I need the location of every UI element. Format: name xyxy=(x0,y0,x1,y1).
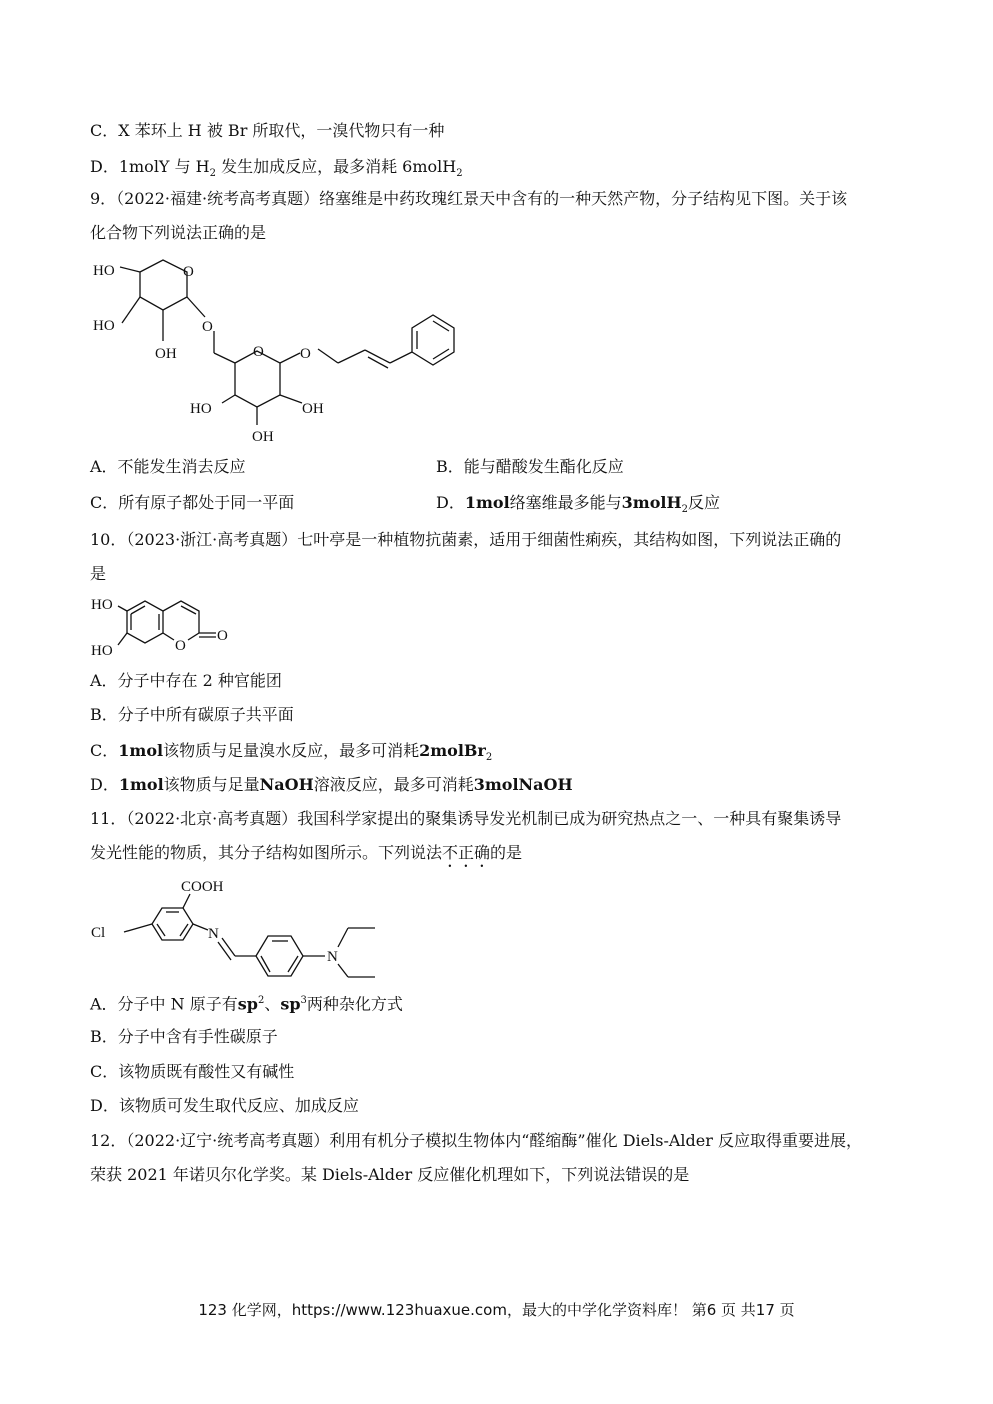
q12-stem-line2: 荣获 2021 年诺贝尔化学奖。某 Diels-Alder 反应催化机理如下，下列说法错误的是 xyxy=(90,1165,690,1184)
q11-stem-line2: 发光性能的物质，其分子结构如图所示。下列说法不正确的是 xyxy=(90,843,523,862)
q9-structure xyxy=(90,255,470,450)
q9-option-d: D．1mol络塞维最多能与3molH$_2$反应 xyxy=(436,493,720,516)
q10-stem-line2: 是 xyxy=(90,564,107,583)
q11-n-imine: N xyxy=(208,926,219,942)
page-footer: 123 化学网，https://www.123huaxue.com，最大的中学化学资料库！ 第6 页 共17 页 xyxy=(198,1301,795,1319)
q11-option-c: C．该物质既有酸性又有碱性 xyxy=(90,1062,295,1081)
q10-option-a: A．分子中存在 2 种官能团 xyxy=(90,671,282,690)
q11-structure xyxy=(90,872,390,987)
q9-ho-1: HO xyxy=(93,263,115,279)
q9-stem-line1: 9．（2022·福建·统考高考真题）络塞维是中药玫瑰红景天中含有的一种天然产物，分子结构见下图。关于该 xyxy=(90,189,848,208)
q9-oh-3: OH xyxy=(252,429,274,445)
q10-option-d: D．1mol该物质与足量NaOH溶液反应，最多可消耗3molNaOH xyxy=(90,775,573,794)
q10-carbonyl-o: O xyxy=(217,628,228,644)
q9-option-b: B．能与醋酸发生酯化反应 xyxy=(436,457,624,476)
q9-ring-o-1: O xyxy=(183,264,194,280)
q11-option-d: D．该物质可发生取代反应、加成反应 xyxy=(90,1096,359,1115)
q9-oh-1: OH xyxy=(155,346,177,362)
q11-cooh: COOH xyxy=(181,879,224,895)
q10-option-b: B．分子中所有碳原子共平面 xyxy=(90,705,294,724)
q8-option-c: C．X 苯环上 H 被 Br 所取代，一溴代物只有一种 xyxy=(90,121,445,140)
q12-stem-line1: 12．（2022·辽宁·统考高考真题）利用有机分子模拟生物体内“醛缩酶”催化 Diels-Alder 反应取得重要进展， xyxy=(90,1131,862,1150)
q11-n-amine: N xyxy=(327,949,338,965)
q9-stem-line2: 化合物下列说法正确的是 xyxy=(90,223,267,242)
q9-link-o-2: O xyxy=(300,346,311,362)
q9-option-a: A．不能发生消去反应 xyxy=(90,457,246,476)
q11-option-a: A．分子中 N 原子有$sp^2$、$sp^3$两种杂化方式 xyxy=(90,994,403,1014)
q10-ho-1: HO xyxy=(91,597,113,613)
q11-stem-line1: 11．（2022·北京·高考真题）我国科学家提出的聚集诱导发光机制已成为研究热点之一、一种具有聚集诱导 xyxy=(90,809,842,828)
q9-ho-3: HO xyxy=(190,401,212,417)
q10-ho-2: HO xyxy=(91,643,113,659)
q9-ho-2: HO xyxy=(93,318,115,334)
q10-structure xyxy=(90,593,240,663)
q11-option-b: B．分子中含有手性碳原子 xyxy=(90,1027,278,1046)
q9-link-o-1: O xyxy=(202,319,213,335)
q10-stem-line1: 10．（2023·浙江·高考真题）七叶亭是一种植物抗菌素，适用于细菌性痢疾，其结构如图，下列说法正确的 xyxy=(90,530,842,549)
q9-ring-o-2: O xyxy=(253,344,264,360)
q11-cl: Cl xyxy=(91,925,106,941)
q9-oh-2: OH xyxy=(302,401,324,417)
q10-ring-o: O xyxy=(175,638,186,654)
q8-option-d: D．1molY 与 $H_2$ 发生加成反应，最多消耗 6molH$_2$ xyxy=(90,157,463,180)
q10-option-c: C．1mol该物质与足量溴水反应，最多可消耗2molBr$_2$ xyxy=(90,741,493,764)
q9-option-c: C．所有原子都处于同一平面 xyxy=(90,493,295,512)
